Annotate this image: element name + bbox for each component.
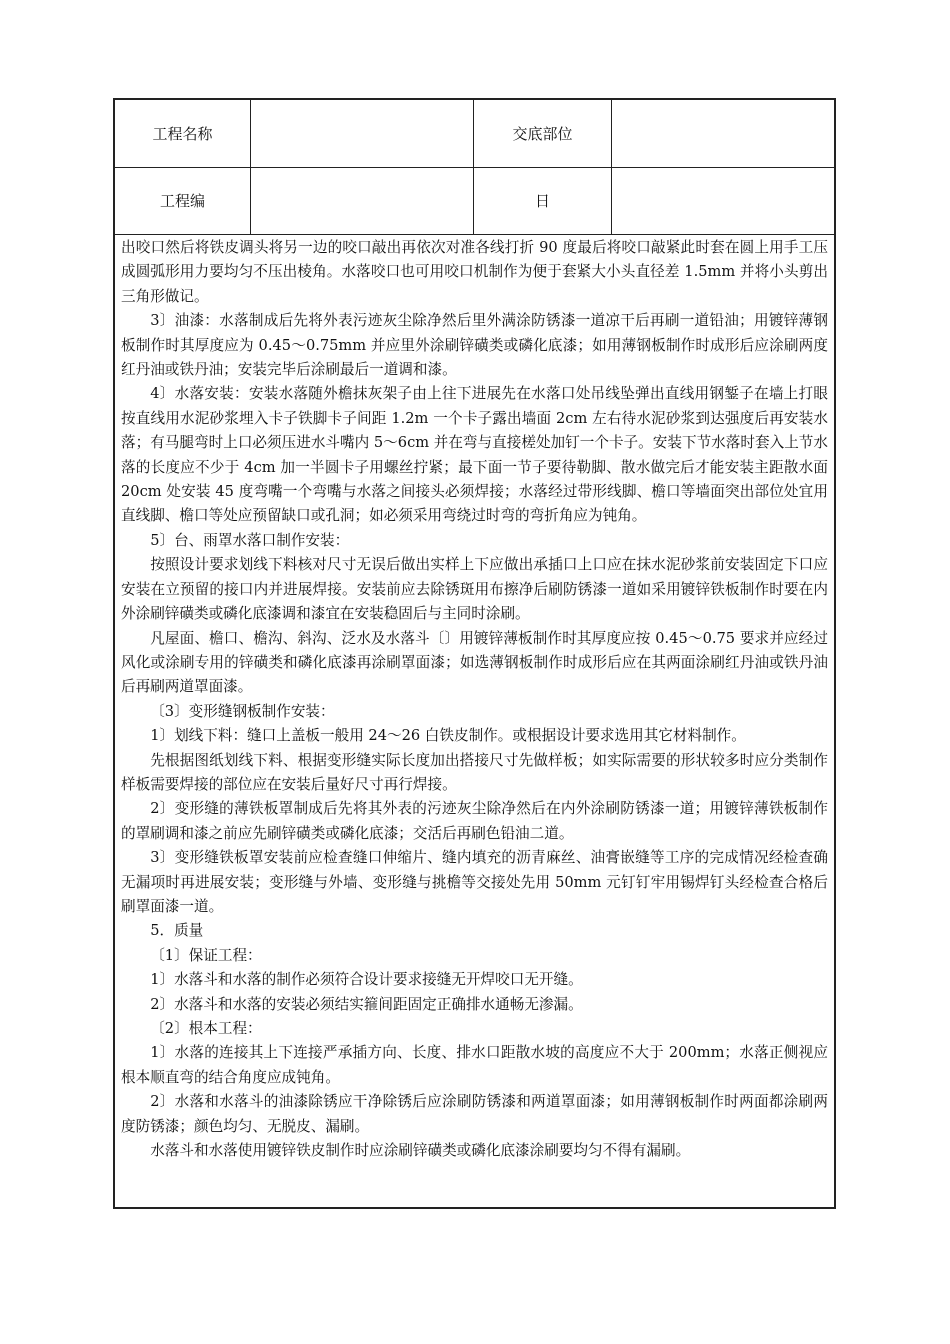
content-paragraph: 〔1〕保证工程：: [150, 946, 262, 964]
disclosure-part-label: 交底部位: [474, 100, 612, 167]
content-paragraph: 1〕划线下料：缝口上盖板一般用 24～26 白铁皮制作。或根据设计要求选用其它材料制作。: [150, 727, 746, 745]
content-paragraph: 1〕水落的连接其上下连接严承插方向、长度、排水口距散水坡的高度应不大于 200mm；水落正侧视应根本顺直弯的结合角度应成钝角。: [121, 1044, 828, 1086]
content-paragraph: 3〕变形缝铁板罩安装前应检查缝口伸缩片、缝内填充的沥青麻丝、油膏嵌缝等工序的完成情况经检查确无漏项时再进展安装；变形缝与外墙、变形缝与挑檐等交接处先用 50mm 元钉钉牢用锡焊钉头经检查合格后刷罩面漆一道。: [121, 849, 828, 915]
content-paragraph: 5〕台、雨罩水落口制作安装：: [150, 531, 350, 549]
content-paragraph: 〔3〕变形缝钢板制作安装：: [150, 702, 335, 720]
disclosure-part-value: [612, 100, 834, 167]
content-paragraph: 水落斗和水落使用镀锌铁皮制作时应涂刷锌磺类或磷化底漆涂刷要均匀不得有漏刷。: [150, 1142, 691, 1160]
content-paragraph: 凡屋面、檐口、檐沟、斜沟、泛水及水落斗〔〕用镀锌薄板制作时其厚度应按 0.45～0.75 要求并应经过风化或涂刷专用的锌磺类和磷化底漆再涂刷罩面漆；如选薄钢板制作时成形后应在其两面涂刷红丹油或铁丹油后再刷两道罩面漆。: [121, 629, 828, 696]
content-paragraph: 5．质量: [150, 922, 204, 940]
header-row-2: [115, 167, 834, 235]
date-label: 日: [474, 167, 612, 234]
date-value: [612, 167, 834, 234]
project-name-value: [251, 100, 474, 167]
content-paragraph: 出咬口然后将铁皮调头将另一边的咬口敲出再依次对准各线打折 90 度最后将咬口敲紧此时套在圆上用手工压成圆弧形用力要均匀不压出棱角。水落咬口也可用咬口机制作为便于套紧大小头直径差 1.5mm 并将小头剪出三角形做记。: [121, 239, 828, 305]
project-code-value: [251, 167, 474, 234]
content-paragraph: 2〕水落和水落斗的油漆除锈应干净除锈后应涂刷防锈漆和两道罩面漆；如用薄钢板制作时两面都涂刷两度防锈漆；颜色均匀、无脱皮、漏刷。: [121, 1093, 828, 1135]
content-paragraph: 2〕水落斗和水落的安装必须结实箍间距固定正确排水通畅无渗漏。: [150, 995, 583, 1013]
content-paragraph: 先根据图纸划线下料、根据变形缝实际长度加出搭接尺寸先做样板；如实际需要的形状较多时应分类制作样板需要焊接的部位应在安装后量好尺寸再行焊接。: [121, 751, 828, 793]
project-name-label: 工程名称: [115, 100, 251, 167]
disclosure-content: [121, 236, 828, 1163]
content-paragraph: 3〕油漆：水落制成后先将外表污迹灰尘除净然后里外满涂防锈漆一道凉干后再刷一道铅油；用镀锌薄钢板制作时其厚度应为 0.45～0.75mm 并应里外涂刷锌磺类或磷化底漆；如用薄钢板制作时成形后应涂刷两度红丹油或铁丹油；安装完毕后涂刷最后一道调和漆。: [121, 312, 828, 379]
header-row-1: [115, 100, 834, 168]
content-paragraph: 2〕变形缝的薄铁板罩制成后先将其外表的污迹灰尘除净然后在内外涂刷防锈漆一道；用镀锌薄铁板制作的罩刷调和漆之前应先刷锌磺类或磷化底漆；交活后再刷色铅油二道。: [121, 800, 828, 842]
content-paragraph: 1〕水落斗和水落的制作必须符合设计要求接缝无开焊咬口无开缝。: [150, 971, 583, 989]
project-code-label: 工程编: [115, 167, 251, 234]
disclosure-form: [113, 98, 836, 1209]
content-paragraph: 按照设计要求划线下料核对尺寸无误后做出实样上下应做出承插口上口应在抹水泥砂浆前安装固定下口应安装在立预留的接口内并进展焊接。安装前应去除锈斑用布擦净后刷防锈漆一道如采用镀锌铁板制作时要在内外涂刷锌磺类或磷化底漆调和漆宜在安装稳固后与主同时涂刷。: [121, 556, 828, 623]
content-paragraph: 4〕水落安装：安装水落随外檐抹灰架子由上往下进展先在水落口处吊线坠弹出直线用钢錾子在墙上打眼按直线用水泥砂浆埋入卡子铁脚卡子间距 1.2m 一个卡子露出墙面 2cm 左右待水泥砂浆到达强度后再安装水落；有马腿弯时上口必须压进水斗嘴内 5～6cm 并在弯与直接槎处加钉一个卡子。安装下节水落时套入上节水落的长度应不少于 4cm 加一半圆卡子用螺丝拧紧；最下面一节子要待勒脚、散水做完后才能安装主距散水面 20cm 处安装 45 度弯嘴一个弯嘴与水落之间接头必须焊接；水落经过带形线脚、檐口等墙面突出部位处宜用直线脚、檐口等处应预留缺口或孔洞；如必须采用弯绕过时弯的弯折角应为钝角。: [121, 385, 828, 525]
content-paragraph: 〔2〕根本工程：: [150, 1020, 262, 1037]
